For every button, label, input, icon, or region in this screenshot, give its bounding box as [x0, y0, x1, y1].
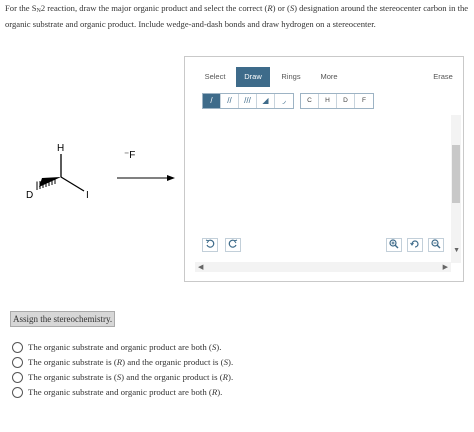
- molecule-drawing-widget[interactable]: [184, 56, 464, 282]
- radio-button[interactable]: [12, 372, 23, 383]
- tab-draw[interactable]: Draw: [236, 67, 270, 87]
- option-text: The organic substrate is (R) and the organic product is (S).: [28, 357, 234, 367]
- radio-button[interactable]: [12, 387, 23, 398]
- question-text: For the $S_N2$ reaction, draw the major organic product and select the correct (R) or (S) designation around the stereocenter carbon in the organic substrate and organic product. Include wedge-and-dash bonds and draw hydrogen on a stereocenter.: [5, 3, 469, 29]
- option-text: The organic substrate and organic product are both (R).: [28, 387, 223, 397]
- reagent-fluoride: ⁻F: [124, 150, 136, 161]
- radio-button[interactable]: [12, 342, 23, 353]
- atom-h: H: [57, 143, 65, 154]
- tab-erase[interactable]: Erase: [433, 72, 453, 81]
- redo-icon: [228, 239, 238, 249]
- wedge-bond-tool[interactable]: ◢: [257, 94, 275, 108]
- widget-tabbar: [185, 67, 463, 87]
- atom-i: I: [86, 190, 89, 201]
- undo-icon: [205, 239, 215, 249]
- atom-f-tool[interactable]: F: [355, 94, 373, 108]
- scroll-right-arrow-icon[interactable]: ▶: [442, 264, 448, 271]
- vertical-scroll-thumb[interactable]: [452, 145, 460, 203]
- scroll-left-arrow-icon[interactable]: ◀: [198, 264, 204, 271]
- single-bond-tool[interactable]: /: [203, 94, 221, 108]
- zoom-in-icon: [389, 239, 399, 249]
- reaction-arrowhead: [167, 175, 175, 181]
- reset-view-button[interactable]: [407, 238, 423, 252]
- assign-stereochemistry-label: Assign the stereochemistry.: [10, 311, 115, 327]
- reaction-scheme: [0, 120, 190, 220]
- option-text: The organic substrate and organic product are both (S).: [28, 342, 222, 352]
- tab-rings[interactable]: Rings: [281, 72, 301, 81]
- option-text: The organic substrate is (S) and the organic product is (R).: [28, 372, 234, 382]
- atom-c-tool[interactable]: C: [301, 94, 319, 108]
- atom-h-tool[interactable]: H: [319, 94, 337, 108]
- reset-icon: [410, 239, 420, 249]
- undo-button[interactable]: [202, 238, 218, 252]
- bond-c-i: [61, 177, 84, 191]
- triple-bond-tool[interactable]: ///: [239, 94, 257, 108]
- hash-bond-tool[interactable]: ◞: [275, 94, 293, 108]
- horizontal-scrollbar[interactable]: [195, 262, 451, 272]
- zoom-out-icon: [431, 239, 441, 249]
- atom-toolgroup: [300, 93, 374, 109]
- tab-select[interactable]: Select: [204, 72, 226, 81]
- atom-d: D: [26, 190, 34, 201]
- wedge-bond: [39, 177, 61, 187]
- radio-button[interactable]: [12, 357, 23, 368]
- bond-toolgroup: [202, 93, 294, 109]
- scroll-down-arrow-icon[interactable]: ▼: [453, 247, 460, 254]
- double-bond-tool[interactable]: //: [221, 94, 239, 108]
- redo-button[interactable]: [225, 238, 241, 252]
- atom-d-tool[interactable]: D: [337, 94, 355, 108]
- zoom-in-button[interactable]: [386, 238, 402, 252]
- tab-more[interactable]: More: [320, 72, 338, 81]
- zoom-out-button[interactable]: [428, 238, 444, 252]
- vertical-scrollbar[interactable]: [451, 115, 461, 263]
